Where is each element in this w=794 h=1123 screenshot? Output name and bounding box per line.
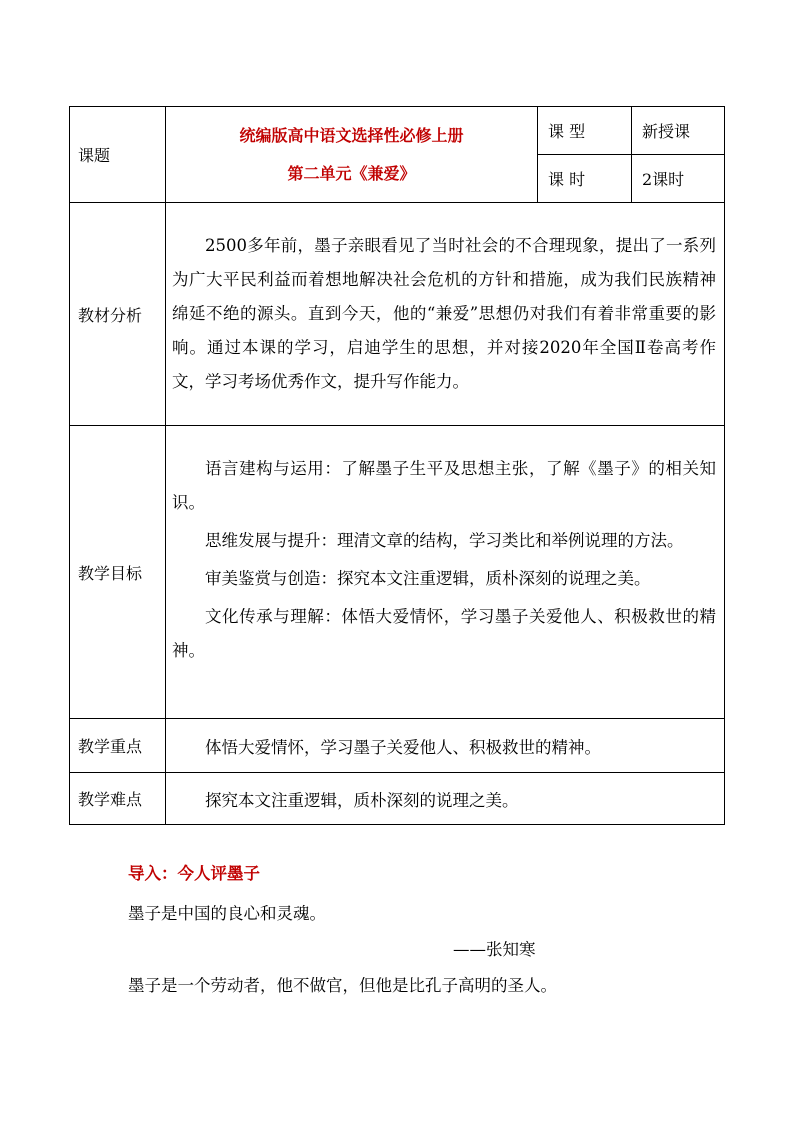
type-value: 新授课 [632,107,725,155]
lesson-title-cell [166,107,538,203]
intro-attribution: ——张知寒 [453,940,536,959]
goal-item: 语言建构与运用：了解墨子生平及思想主张，了解《墨子》的相关知识。 [172,459,716,512]
analysis-label: 教材分析 [70,203,166,426]
analysis-text: 2500多年前，墨子亲眼看见了当时社会的不合理现象，提出了一系列为广大平民利益而着想地解决社会危机的方针和措施，成为我们民族精神绵延不绝的源头。直到今天，他的“兼爱”思想仍对我们有着非常重要的影响。通过本课的学习，启迪学生的思想，并对接2020年全国Ⅱ卷高考作文，学习考场优秀作文，提升写作能力。 [172,236,716,391]
analysis-cell [166,203,725,426]
difficulty-text: 探究本文注重逻辑，质朴深刻的说理之美。 [205,790,519,810]
lesson-title-line1: 统编版高中语文选择性必修上册 [239,125,464,145]
intro-quote-1: 墨子是中国的良心和灵魂。 [128,904,326,923]
key-point-cell [166,719,725,773]
topic-label: 课题 [70,107,166,203]
goal-item: 思维发展与提升：理清文章的结构，学习类比和举例说理的方法。 [205,531,684,550]
goals-cell [166,426,725,719]
intro-quote-2: 墨子是一个劳动者，他不做官，但他是比孔子高明的圣人。 [128,976,557,995]
type-label: 课 型 [538,107,632,155]
period-value: 2课时 [632,155,725,203]
difficulty-cell [166,773,725,825]
key-point-label: 教学重点 [70,719,166,773]
goal-item: 文化传承与理解：体悟大爱情怀，学习墨子关爱他人、积极救世的精神。 [172,607,716,660]
lesson-title-line2: 第二单元《兼爱》 [287,163,416,183]
goals-label: 教学目标 [70,426,166,719]
key-point-text: 体悟大爱情怀，学习墨子关爱他人、积极救世的精神。 [205,737,601,757]
goal-item: 审美鉴赏与创造：探究本文注重逻辑，质朴深刻的说理之美。 [205,569,651,588]
intro-title: 导入：今人评墨子 [128,864,260,883]
period-label: 课 时 [538,155,632,203]
difficulty-label: 教学难点 [70,773,166,825]
lesson-plan-table [69,106,725,825]
